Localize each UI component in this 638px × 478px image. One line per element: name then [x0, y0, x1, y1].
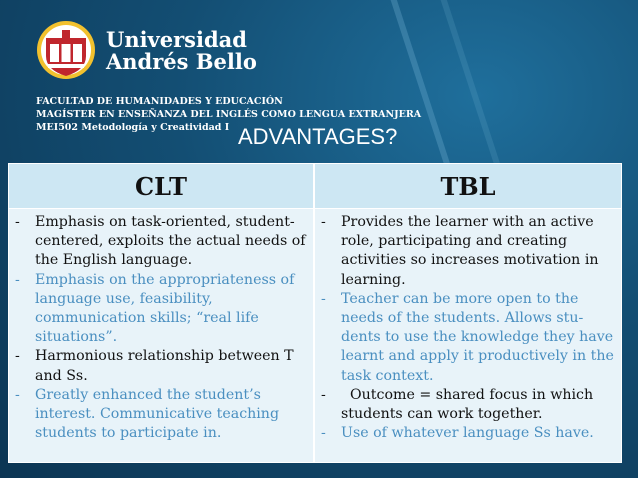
university-name-line1: Universidad	[106, 27, 247, 52]
tbl-cell	[315, 209, 621, 462]
list-item: - Emphasis on the appropriateness of language use, feasibility, communication skills; “real life situations”.	[15, 271, 295, 346]
university-logo	[36, 20, 96, 80]
column-header-clt: CLT	[9, 164, 313, 208]
list-item: - Use of whatever language Ss have.	[321, 425, 594, 442]
column-header-tbl: TBL	[315, 164, 621, 208]
program-line: MAGÍSTER EN ENSEÑANZA DEL INGLÉS COMO LENGUA EXTRANJERA	[36, 109, 422, 120]
course-line: MEI502 Metodología y Creatividad I	[36, 122, 230, 133]
slide-title: ADVANTAGES?	[238, 124, 398, 149]
list-item: - Provides the learner with an active role, participating and creating activities so increases motivation in learning.	[321, 214, 599, 288]
clt-cell	[9, 209, 313, 462]
list-item: - Emphasis on task-oriented, student-centered, exploits the actual needs of the English language.	[15, 214, 306, 269]
faculty-line: FACULTAD DE HUMANIDADES Y EDUCACIÓN	[36, 96, 283, 107]
list-item: - Greatly enhanced the student’s interest. Communicative teaching students to participate in.	[15, 386, 280, 442]
university-name-line2: Andrés Bello	[106, 49, 257, 74]
list-item: - Outcome = shared focus in which students can work together.	[321, 386, 598, 423]
list-item: - Teacher can be more open to the needs of the students. Allows stu-dents to use the knowledge they have learnt and apply it productively in the task context.	[321, 290, 614, 384]
comparison-table	[8, 163, 622, 463]
list-item: - Harmonious relationship between T and Ss.	[15, 348, 294, 384]
